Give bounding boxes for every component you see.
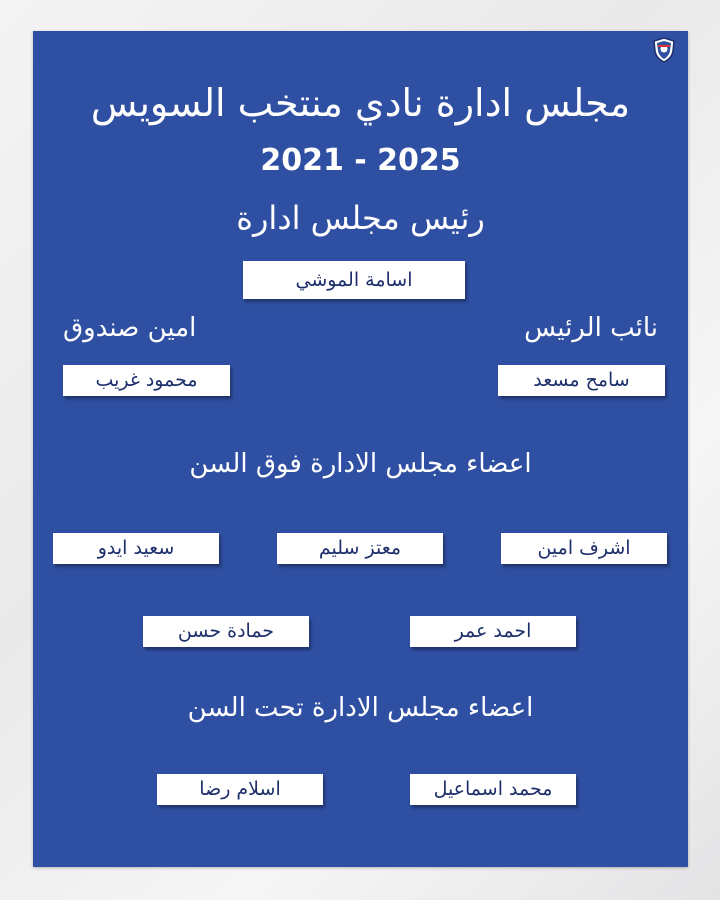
under-age-member: اسلام رضا bbox=[157, 774, 323, 805]
poster-title: مجلس ادارة نادي منتخب السويس bbox=[90, 81, 631, 125]
treasurer-heading: امين صندوق bbox=[63, 313, 197, 343]
chairman-heading: رئيس مجلس ادارة bbox=[236, 199, 485, 237]
club-crest-icon bbox=[653, 37, 675, 63]
over-age-member: احمد عمر bbox=[410, 616, 576, 647]
under-age-member: محمد اسماعيل bbox=[410, 774, 576, 805]
under-age-heading: اعضاء مجلس الادارة تحت السن bbox=[187, 693, 534, 723]
vice-president-name: سامح مسعد bbox=[498, 365, 665, 396]
treasurer-name: محمود غريب bbox=[63, 365, 230, 396]
vice-president-heading: نائب الرئيس bbox=[524, 313, 658, 343]
chairman-name: اسامة الموشي bbox=[243, 261, 465, 299]
over-age-member: حمادة حسن bbox=[143, 616, 309, 647]
over-age-member: سعيد ايدو bbox=[53, 533, 219, 564]
over-age-member: معتز سليم bbox=[277, 533, 443, 564]
over-age-member: اشرف امين bbox=[501, 533, 667, 564]
board-poster bbox=[33, 31, 688, 867]
over-age-heading: اعضاء مجلس الادارة فوق السن bbox=[189, 449, 532, 479]
term-years: 2021 - 2025 bbox=[260, 143, 461, 178]
